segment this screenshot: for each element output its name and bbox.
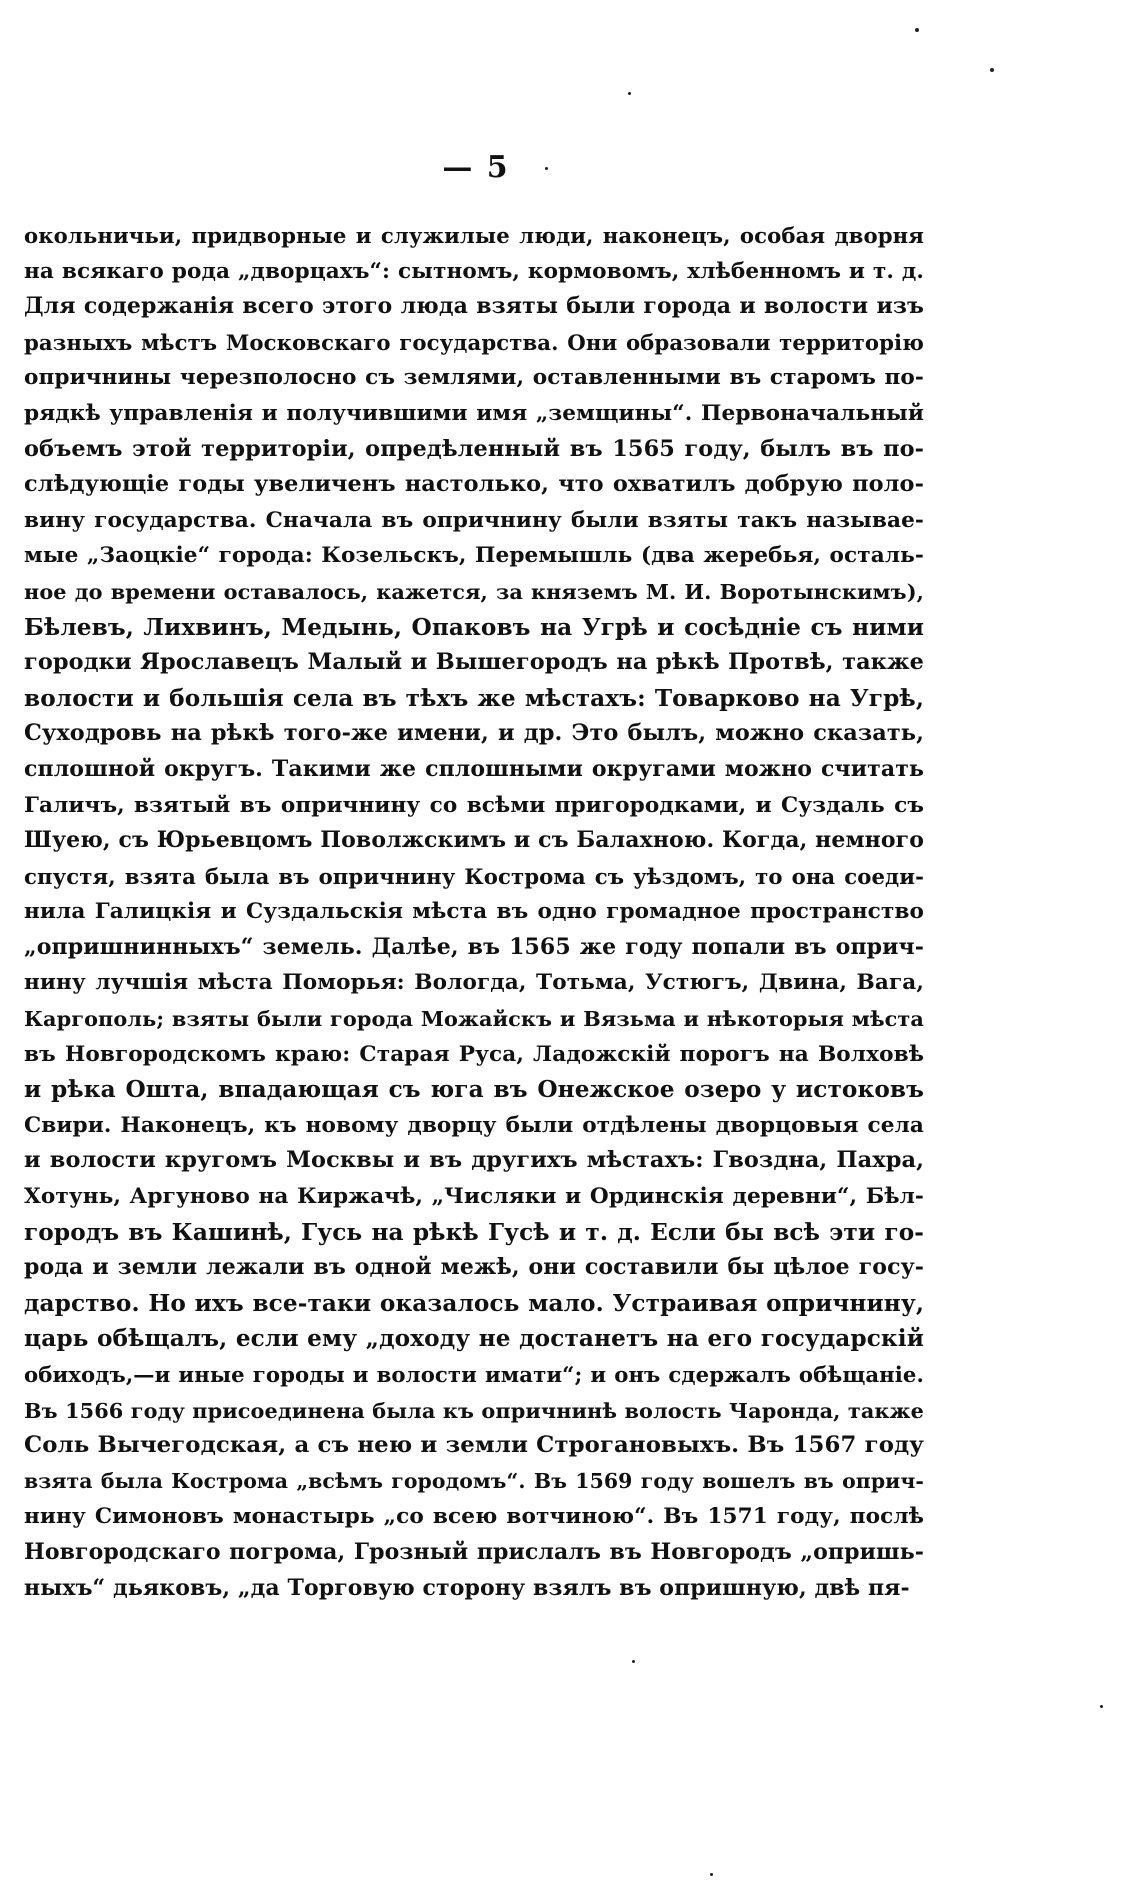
text-line: Хотунь, Аргуново на Киржачѣ, „Числяки и Ординскія деревни“, Бѣл- [24, 1184, 924, 1210]
text-line: ное до времени оставалось, кажется, за княземъ М. И. Воротынскимъ), [24, 578, 924, 604]
text-line: взята была Кострома „всѣмъ городомъ“. Въ 1569 году вошелъ въ оприч- [24, 1468, 924, 1493]
text-line: спустя, взята была въ опричнину Кострома съ уѣздомъ, то она соеди- [24, 863, 924, 889]
text-line: опричнины черезполосно съ землями, оставленными въ старомъ по- [24, 365, 924, 391]
text-line: нину лучшія мѣста Поморья: Вологда, Тотьма, Устюгъ, Двина, Вага, [24, 970, 924, 996]
text-line: Галичъ, взятый въ опричнину со всѣми пригородками, и Суздаль съ [24, 792, 924, 818]
scan-speck [915, 28, 919, 32]
text-line: Бѣлевъ, Лихвинъ, Медынь, Опаковъ на Угрѣ и сосѣдніе съ ними [24, 613, 924, 641]
text-line: нину Симоновъ монастырь „со всею вотчиною“. Въ 1571 году, послѣ [24, 1504, 924, 1530]
text-line: „опришнинныхъ“ земель. Далѣе, въ 1565 же году попали въ оприч- [24, 933, 924, 960]
text-line: Новгородскаго погрома, Грозный прислалъ въ Новгородъ „опришь- [24, 1538, 924, 1565]
text-line: городки Ярославецъ Малый и Вышегородъ на рѣкѣ Протвѣ, также [24, 649, 924, 676]
text-line: разныхъ мѣстъ Московскаго государства. Они образовали территорію [24, 329, 924, 355]
scan-speck [1100, 1705, 1103, 1708]
text-line: ныхъ“ дьяковъ, „да Торговую сторону взялъ въ опришную, двѣ пя- [24, 1574, 910, 1601]
text-line: объемъ этой территоріи, опредѣленный въ 1565 году, былъ въ по- [24, 435, 924, 462]
text-line: Соль Вычегодская, а съ нею и земли Строгановыхъ. Въ 1567 году [24, 1432, 924, 1459]
text-line: обиходъ,—и иные городы и волости имати“; и онъ сдержалъ обѣщаніе. [24, 1362, 924, 1387]
text-line: волости и большія села въ тѣхъ же мѣстахъ: Товарково на Угрѣ, [24, 684, 924, 712]
text-line: рядкѣ управленія и получившими имя „земщины“. Первоначальный [24, 400, 924, 426]
text-line: и рѣка Ошта, впадающая съ юга въ Онежское озеро у истоковъ [24, 1076, 924, 1104]
body-text [24, 218, 924, 1606]
text-line: Свири. Наконецъ, къ новому дворцу были отдѣлены дворцовыя села [24, 1112, 924, 1138]
text-line: дарство. Но ихъ все-таки оказалось мало. Устраивая опричнину, [24, 1289, 924, 1317]
page-number: — 5 [442, 150, 510, 185]
text-line: въ Новгородскомъ краю: Старая Руса, Ладожскій порогъ на Волховѣ [24, 1041, 924, 1067]
scan-speck [628, 92, 631, 95]
text-line: городъ въ Кашинѣ, Гусь на рѣкѣ Гусѣ и т. д. Если бы всѣ эти го- [24, 1218, 924, 1246]
text-line: слѣдующіе годы увеличенъ настолько, что охватилъ добрую поло- [24, 471, 924, 498]
text-line: сплошной округъ. Такими же сплошными округами можно считать [24, 755, 924, 782]
text-line: на всякаго рода „дворцахъ“: сытномъ, кормовомъ, хлѣбенномъ и т. д. [24, 258, 924, 284]
text-line: окольничьи, придворные и служилые люди, наконецъ, особая дворня [24, 223, 924, 248]
scan-speck [545, 167, 548, 170]
scan-speck [710, 1873, 713, 1876]
text-line: Для содержанія всего этого люда взяты были города и волости изъ [24, 293, 924, 320]
text-line: Каргополь; взяты были города Можайскъ и Вязьма и нѣкоторыя мѣста [24, 1006, 924, 1032]
text-line: Въ 1566 году присоединена была къ опричнинѣ волость Чаронда, также [24, 1397, 924, 1423]
text-line: нила Галицкія и Суздальскія мѣста въ одно громадное пространство [24, 899, 924, 925]
scan-speck [990, 68, 994, 72]
text-line: вину государства. Сначала въ опричнину были взяты такъ называе- [24, 507, 924, 533]
scan-speck [632, 1660, 635, 1663]
text-line: Суходровь на рѣкѣ того-же имени, и др. Это былъ, можно сказать, [24, 720, 924, 747]
text-line: мые „Заоцкіе“ города: Козельскъ, Перемышль (два жеребья, осталь- [24, 543, 924, 569]
text-line: и волости кругомъ Москвы и въ другихъ мѣстахъ: Гвоздна, Пахра, [24, 1147, 924, 1174]
text-line: рода и земли лежали въ одной межѣ, они составили бы цѣлое госу- [24, 1254, 924, 1281]
text-line: царь обѣщалъ, если ему „доходу не достанетъ на его государскій [24, 1325, 924, 1353]
text-line: Шуею, съ Юрьевцомъ Поволжскимъ и съ Балахною. Когда, немного [24, 827, 924, 854]
